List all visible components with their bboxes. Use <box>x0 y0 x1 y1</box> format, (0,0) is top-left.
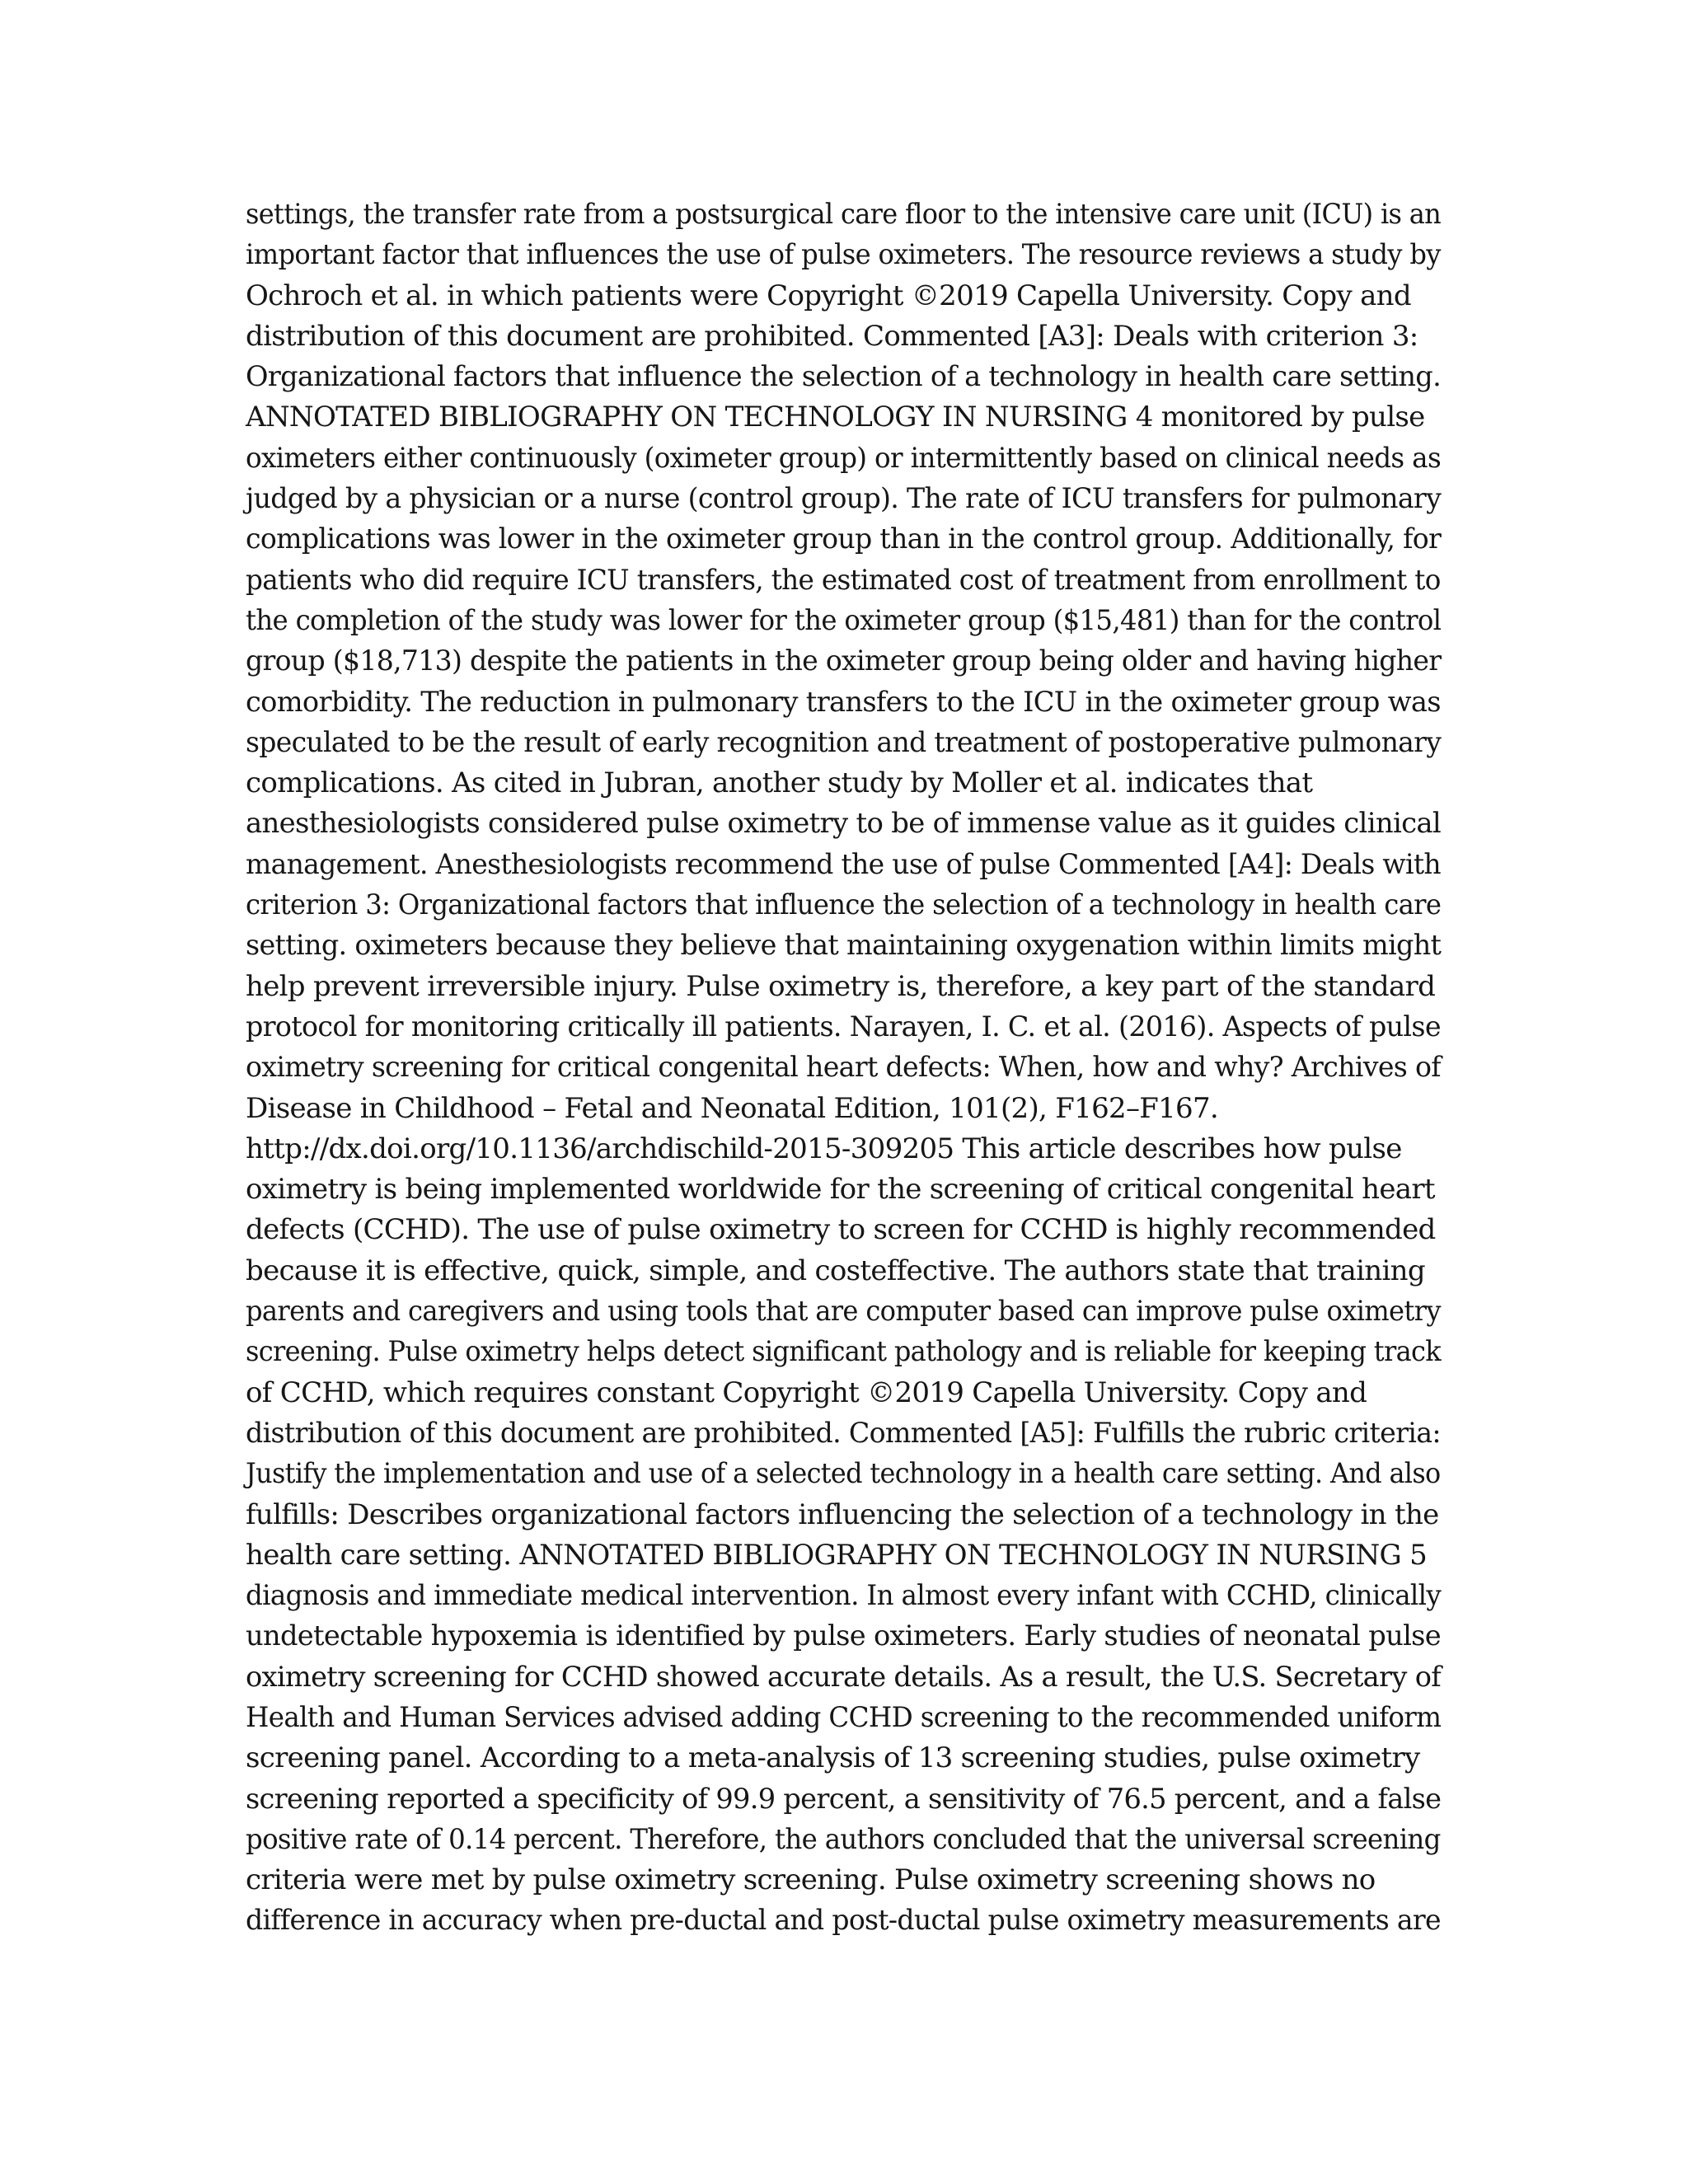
text-line: anesthesiologists considered pulse oximetry to be of immense value as it guides clinical <box>246 807 1442 841</box>
text-line: comorbidity. The reduction in pulmonary transfers to the ICU in the oximeter group was <box>246 685 1441 719</box>
text-line: help prevent irreversible injury. Pulse oximetry is, therefore, a key part of the standard <box>246 969 1436 1003</box>
text-line: speculated to be the result of early recognition and treatment of postoperative pulmonary <box>246 725 1442 759</box>
text-line: the completion of the study was lower for the oximeter group ($15,481) than for the control <box>246 603 1442 637</box>
text-line: Organizational factors that influence the selection of a technology in health care setting. <box>246 360 1442 394</box>
text-line: diagnosis and immediate medical intervention. In almost every infant with CCHD, clinically <box>246 1579 1442 1613</box>
text-line: important factor that influences the use of pulse oximeters. The resource reviews a study by <box>246 238 1441 272</box>
text-line: criterion 3: Organizational factors that influence the selection of a technology in health care <box>246 888 1442 922</box>
text-line: oximetry screening for CCHD showed accurate details. As a result, the U.S. Secretary of <box>246 1660 1442 1694</box>
text-line: fulfills: Describes organizational factors influencing the selection of a technology in the <box>246 1497 1439 1531</box>
text-line: screening reported a specificity of 99.9 percent, a sensitivity of 76.5 percent, and a false <box>246 1782 1442 1816</box>
text-line: patients who did require ICU transfers, the estimated cost of treatment from enrollment to <box>246 563 1441 597</box>
text-line: setting. oximeters because they believe that maintaining oxygenation within limits might <box>246 929 1442 963</box>
doi-line: http://dx.doi.org/10.1136/archdischild-2015-309205 This article describes how pulse <box>246 1132 1402 1165</box>
text-line: complications. As cited in Jubran, another study by Moller et al. indicates that <box>246 766 1313 800</box>
running-header-line: health care setting. ANNOTATED BIBLIOGRAPHY ON TECHNOLOGY IN NURSING 5 <box>246 1538 1428 1572</box>
text-line: judged by a physician or a nurse (control group). The rate of ICU transfers for pulmonary <box>246 482 1442 516</box>
text-line: complications was lower in the oximeter group than in the control group. Additionally, for <box>246 523 1442 556</box>
text-line: criteria were met by pulse oximetry screening. Pulse oximetry screening shows no <box>246 1863 1376 1897</box>
citation-line: Disease in Childhood – Fetal and Neonatal Edition, 101(2), F162–F167. <box>246 1091 1219 1125</box>
text-line: positive rate of 0.14 percent. Therefore, the authors concluded that the universal screening <box>246 1822 1441 1856</box>
text-line: because it is effective, quick, simple, and costeffective. The authors state that training <box>246 1254 1425 1287</box>
text-line: management. Anesthesiologists recommend the use of pulse Commented [A4]: Deals with <box>246 847 1441 881</box>
text-line: distribution of this document are prohibited. Commented [A5]: Fulfills the rubric criteria: <box>246 1416 1441 1450</box>
text-line: screening. Pulse oximetry helps detect significant pathology and is reliable for keeping track <box>246 1335 1442 1369</box>
text-line: difference in accuracy when pre-ductal and post-ductal pulse oximetry measurements are <box>246 1904 1441 1938</box>
text-line: oximetry is being implemented worldwide for the screening of critical congenital heart <box>246 1173 1435 1207</box>
text-line: undetectable hypoxemia is identified by pulse oximeters. Early studies of neonatal pulse <box>246 1619 1441 1653</box>
text-line: Health and Human Services advised adding CCHD screening to the recommended uniform <box>246 1700 1442 1734</box>
running-header-line: ANNOTATED BIBLIOGRAPHY ON TECHNOLOGY IN NURSING 4 monitored by pulse <box>246 401 1425 434</box>
text-line: oximeters either continuously (oximeter group) or intermittently based on clinical needs as <box>246 441 1442 475</box>
citation-line: oximetry screening for critical congenital heart defects: When, how and why? Archives of <box>246 1051 1441 1085</box>
text-line: protocol for monitoring critically ill patients. Narayen, I. C. et al. (2016). Aspects of pulse <box>246 1010 1441 1043</box>
text-line: group ($18,713) despite the patients in the oximeter group being older and having higher <box>246 644 1442 678</box>
text-line: screening panel. According to a meta-analysis of 13 screening studies, pulse oximetry <box>246 1741 1420 1775</box>
body-text <box>246 194 1441 1942</box>
text-line: defects (CCHD). The use of pulse oximetry to screen for CCHD is highly recommended <box>246 1213 1436 1247</box>
text-line: Ochroch et al. in which patients were Copyright ©2019 Capella University. Copy and <box>246 279 1411 312</box>
text-line: of CCHD, which requires constant Copyright ©2019 Capella University. Copy and <box>246 1376 1367 1409</box>
text-line: Justify the implementation and use of a selected technology in a health care setting. And also <box>246 1457 1441 1491</box>
text-line: settings, the transfer rate from a postsurgical care floor to the intensive care unit (ICU) is an <box>246 198 1442 231</box>
text-line: distribution of this document are prohibited. Commented [A3]: Deals with criterion 3: <box>246 319 1418 353</box>
text-line: parents and caregivers and using tools that are computer based can improve pulse oximetry <box>246 1295 1441 1329</box>
